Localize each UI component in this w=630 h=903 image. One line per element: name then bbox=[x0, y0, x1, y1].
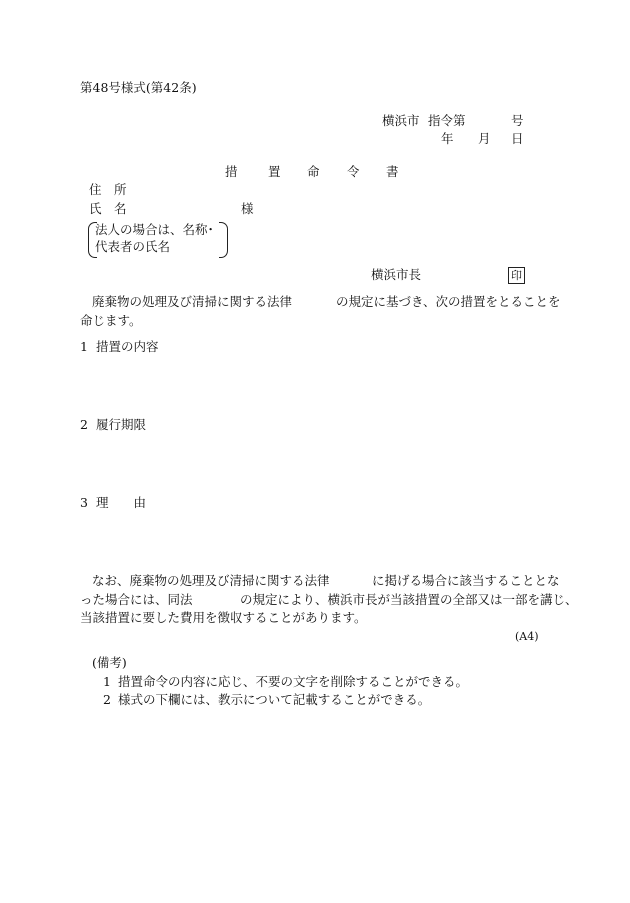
issuer-title: 横浜市長 bbox=[371, 267, 422, 282]
address-label: 住 所 bbox=[89, 182, 127, 197]
corporate-note-line-1: 法人の場合は、名称･ bbox=[95, 222, 214, 237]
notice-line-1b: に掲げる場合に該当することとな bbox=[372, 573, 560, 588]
header-day: 日 bbox=[511, 131, 524, 146]
form-number: 第48号様式(第42条) bbox=[80, 80, 197, 95]
notice-line-2a: った場合には、同法 bbox=[80, 592, 193, 607]
intro-line-1a: 廃棄物の処理及び清掃に関する法律 bbox=[92, 294, 293, 309]
honorific: 様 bbox=[241, 201, 254, 216]
intro-line-1b: の規定に基づき、次の措置をとることを bbox=[336, 294, 561, 309]
page-title-char-1: 措 bbox=[225, 164, 238, 179]
intro-line-2: 命じます。 bbox=[80, 313, 142, 328]
paper-size: (A4) bbox=[515, 630, 539, 643]
page-title-char-4: 令 bbox=[347, 164, 360, 179]
section-3-number: 3 bbox=[80, 495, 88, 510]
header-city: 横浜市 bbox=[382, 113, 420, 128]
header-directive-prefix: 指令第 bbox=[428, 113, 466, 128]
header-month: 月 bbox=[478, 131, 491, 146]
remark-2-text: 様式の下欄には、教示について記載することができる。 bbox=[118, 692, 431, 707]
header-year: 年 bbox=[441, 131, 454, 146]
seal-mark: 印 bbox=[508, 267, 525, 284]
section-2-number: 2 bbox=[80, 417, 88, 432]
notice-line-1a: なお、廃棄物の処理及び清掃に関する法律 bbox=[92, 573, 330, 588]
remark-2-number: 2 bbox=[103, 692, 111, 707]
remarks-heading: (備考) bbox=[92, 655, 127, 670]
notice-line-3: 当該措置に要した費用を徴収することがあります。 bbox=[80, 610, 367, 625]
section-1-number: 1 bbox=[80, 339, 88, 354]
notice-line-2b: の規定により、横浜市長が当該措置の全部又は一部を講じ、 bbox=[240, 592, 578, 607]
page-title-char-2: 置 bbox=[268, 164, 281, 179]
page-title-char-5: 書 bbox=[386, 164, 399, 179]
section-1-label: 措置の内容 bbox=[96, 339, 159, 354]
section-3-label: 理 由 bbox=[96, 495, 147, 510]
header-number-suffix: 号 bbox=[511, 113, 524, 128]
name-label: 氏 名 bbox=[89, 201, 127, 216]
right-bracket bbox=[219, 222, 228, 258]
section-2-label: 履行期限 bbox=[96, 417, 147, 432]
remark-1-text: 措置命令の内容に応じ、不要の文字を削除することができる。 bbox=[118, 674, 469, 689]
remark-1-number: 1 bbox=[103, 674, 111, 689]
corporate-note-line-2: 代表者の氏名 bbox=[95, 239, 171, 254]
page-title-char-3: 命 bbox=[307, 164, 320, 179]
